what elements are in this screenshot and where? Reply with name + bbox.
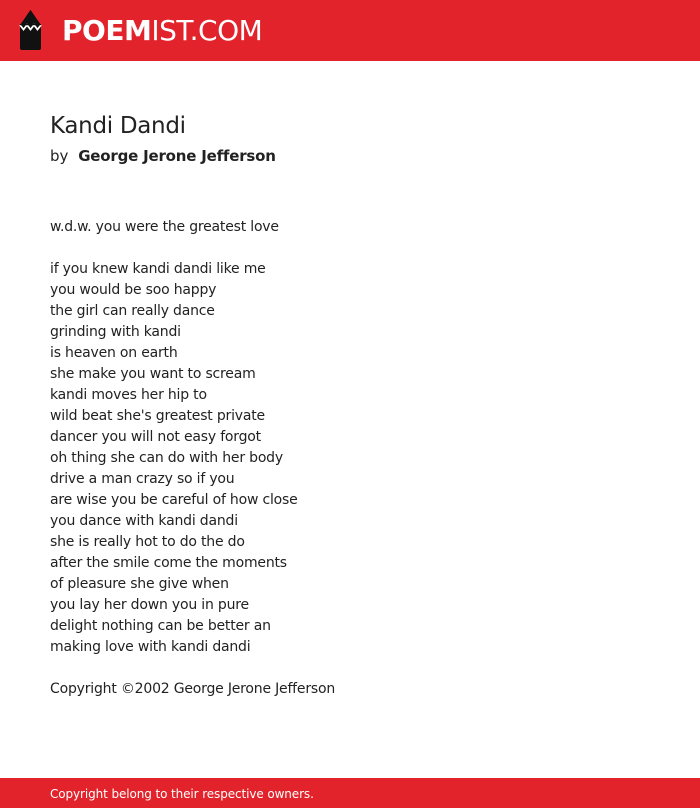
poem-line: she make you want to scream	[50, 366, 256, 382]
poem-line: after the smile come the moments	[50, 555, 287, 571]
poem-lines	[50, 259, 650, 658]
pencil-icon	[17, 9, 44, 51]
logo-thin-text: IST.COM	[151, 14, 263, 47]
poem-line: of pleasure she give when	[50, 576, 229, 592]
poem-line: the girl can really dance	[50, 303, 215, 319]
poem-title: Kandi Dandi	[50, 113, 186, 139]
site-header	[0, 0, 700, 61]
logo-bold-text: POEM	[62, 14, 152, 47]
poem-line: you would be soo happy	[50, 282, 217, 298]
stanza-break	[50, 238, 650, 259]
footer-copyright: Copyright belong to their respective owners.	[50, 787, 314, 801]
poem-copyright: Copyright ©2002 George Jerone Jefferson	[50, 681, 336, 697]
site-footer	[0, 778, 700, 808]
poem-line: drive a man crazy so if you	[50, 471, 235, 487]
poem-line: wild beat she's greatest private	[50, 408, 265, 424]
poem-body	[50, 217, 650, 658]
poem-line: delight nothing can be better an	[50, 618, 271, 634]
poem-line: making love with kandi dandi	[50, 639, 251, 655]
poem-content	[50, 110, 650, 700]
poem-line: are wise you be careful of how close	[50, 492, 298, 508]
poem-dedication: w.d.w. you were the greatest love	[50, 219, 279, 235]
poem-line: if you knew kandi dandi like me	[50, 261, 266, 277]
author-link[interactable]: George Jerone Jefferson	[78, 147, 276, 165]
poem-line: she is really hot to do the do	[50, 534, 245, 550]
byline	[50, 146, 650, 166]
poem-line: kandi moves her hip to	[50, 387, 207, 403]
poem-line: you lay her down you in pure	[50, 597, 249, 613]
poem-line: grinding with kandi	[50, 324, 181, 340]
by-label: by	[50, 147, 69, 165]
poem-line: is heaven on earth	[50, 345, 178, 361]
site-logo-text	[62, 14, 262, 48]
poem-line: dancer you will not easy forgot	[50, 429, 261, 445]
poem-line: you dance with kandi dandi	[50, 513, 238, 529]
poem-line: oh thing she can do with her body	[50, 450, 283, 466]
